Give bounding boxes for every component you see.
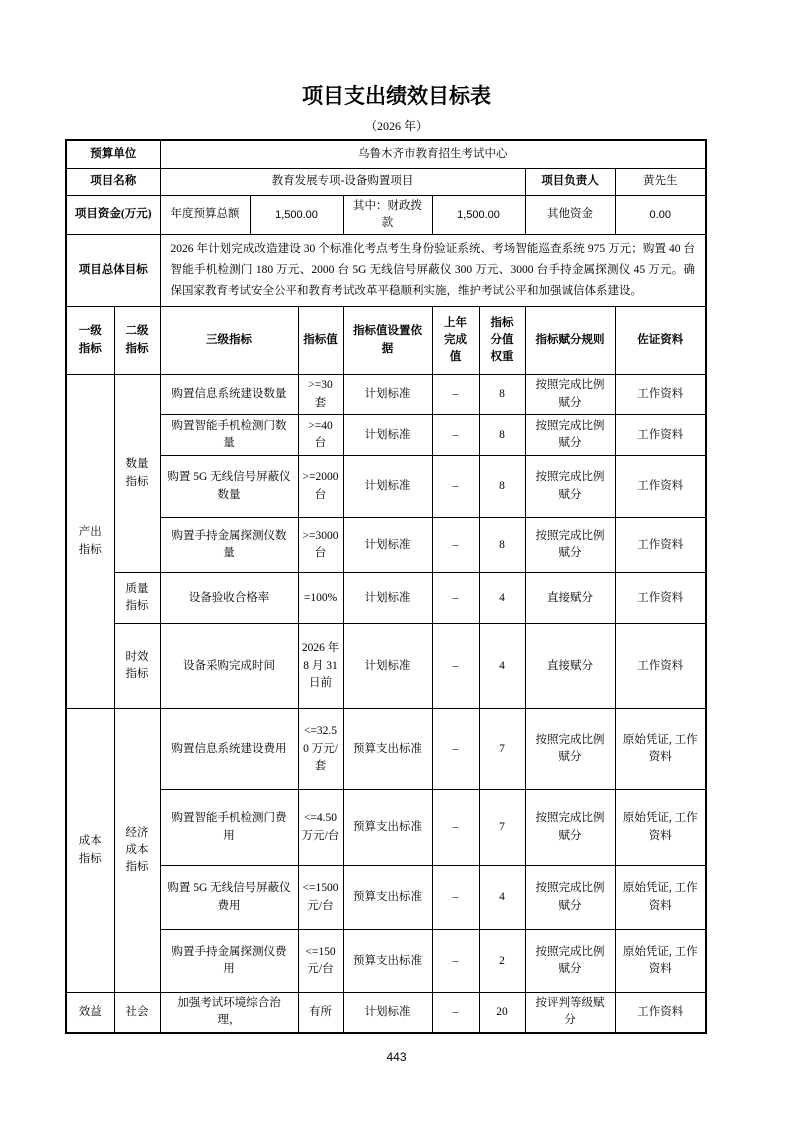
- group-benefit-indicator: 效益: [66, 993, 114, 1033]
- other-funds-value: 0.00: [615, 195, 706, 235]
- indicator-rule-cell: 按照完成比例赋分: [525, 415, 615, 456]
- indicator-weight-cell: 8: [479, 518, 525, 573]
- indicator-weight-cell: 7: [479, 790, 525, 866]
- indicator-rule-cell: 按照完成比例赋分: [525, 790, 615, 866]
- indicator-evidence-cell: 工作资料: [615, 573, 706, 624]
- indicator-prev-cell: –: [432, 930, 479, 993]
- budget-unit-value: 乌鲁木齐市教育招生考试中心: [160, 140, 706, 168]
- indicator-name-cell: 购置智能手机检测门数量: [160, 415, 298, 456]
- project-leader-value: 黄先生: [615, 168, 706, 195]
- indicator-row: [66, 573, 706, 624]
- document-year: （2026 年）: [364, 119, 428, 134]
- header-weight: 指标分值权重: [479, 307, 525, 375]
- indicator-row: [66, 709, 706, 790]
- indicator-value-cell: <=4.50 万元/台: [298, 790, 343, 866]
- indicator-evidence-cell: 原始凭证, 工作资料: [615, 866, 706, 930]
- indicator-row: [66, 518, 706, 573]
- header-basis: 指标值设置依据: [343, 307, 432, 375]
- indicator-name-cell: 购置 5G 无线信号屏蔽仪数量: [160, 456, 298, 518]
- indicator-value-cell: >=3000 台: [298, 518, 343, 573]
- overall-goal-text: 2026 年计划完成改造建设 30 个标准化考点考生身份验证系统、考场智能巡查系统 975 万元；购置 40 台智能手机检测门 180 万元、2000 台 5G 无线信号屏蔽仪 300 万元、3000 台手持金属探测仪 45 万元。确保国家教育考试安全公平和教育考试改革平稳顺利实施，维护考试公平和加强诚信体系建设。: [160, 235, 706, 307]
- overall-goal-label: 项目总体目标: [66, 235, 160, 307]
- project-name-row: [66, 168, 706, 195]
- indicator-evidence-cell: 工作资料: [615, 456, 706, 518]
- indicator-value-cell: <=32.50 万元/套: [298, 709, 343, 790]
- group-social-indicator: 社会: [114, 993, 160, 1033]
- indicator-rule-cell: 按照完成比例赋分: [525, 456, 615, 518]
- indicator-name-cell: 购置 5G 无线信号屏蔽仪费用: [160, 866, 298, 930]
- indicator-rule-cell: 按照完成比例赋分: [525, 866, 615, 930]
- indicator-name-cell: 购置手持金属探测仪费用: [160, 930, 298, 993]
- group-economic-cost-indicator: 经济成本指标: [114, 709, 160, 993]
- indicator-name-cell: 购置智能手机检测门费用: [160, 790, 298, 866]
- header-rule: 指标赋分规则: [525, 307, 615, 375]
- indicator-value-cell: >=30 套: [298, 375, 343, 415]
- indicator-prev-cell: –: [432, 518, 479, 573]
- indicator-name-cell: 购置信息系统建设费用: [160, 709, 298, 790]
- indicator-prev-cell: –: [432, 415, 479, 456]
- budget-unit-label: 预算单位: [66, 140, 160, 168]
- indicator-row: [66, 375, 706, 415]
- indicator-prev-cell: –: [432, 709, 479, 790]
- indicator-basis-cell: 预算支出标准: [343, 930, 432, 993]
- indicator-value-cell: >=2000 台: [298, 456, 343, 518]
- indicator-prev-cell: –: [432, 456, 479, 518]
- indicator-weight-cell: 4: [479, 624, 525, 709]
- indicator-weight-cell: 8: [479, 375, 525, 415]
- header-prev-year: 上年完成值: [432, 307, 479, 375]
- indicator-row: [66, 624, 706, 709]
- indicator-weight-cell: 4: [479, 573, 525, 624]
- indicator-row: [66, 415, 706, 456]
- indicator-prev-cell: –: [432, 993, 479, 1033]
- indicator-rule-cell: 直接赋分: [525, 573, 615, 624]
- indicator-row: [66, 866, 706, 930]
- indicator-basis-cell: 计划标准: [343, 573, 432, 624]
- indicator-name-cell: 加强考试环境综合治理，: [160, 993, 298, 1033]
- indicator-evidence-cell: 工作资料: [615, 624, 706, 709]
- indicator-weight-cell: 8: [479, 415, 525, 456]
- indicator-header-row: [66, 307, 706, 375]
- indicator-basis-cell: 计划标准: [343, 624, 432, 709]
- indicator-prev-cell: –: [432, 866, 479, 930]
- indicator-prev-cell: –: [432, 790, 479, 866]
- group-quantity-indicator: 数量指标: [114, 375, 160, 573]
- indicator-basis-cell: 计划标准: [343, 415, 432, 456]
- fiscal-allocation-value: 1,500.00: [432, 195, 525, 235]
- indicator-rule-cell: 按照完成比例赋分: [525, 709, 615, 790]
- group-timeliness-indicator: 时效指标: [114, 624, 160, 709]
- annual-budget-label: 年度预算总额: [160, 195, 250, 235]
- indicator-row: [66, 993, 706, 1033]
- group-cost-indicator: 成本指标: [66, 709, 114, 993]
- header-level3: 三级指标: [160, 307, 298, 375]
- indicator-evidence-cell: 工作资料: [615, 993, 706, 1033]
- project-leader-label: 项目负责人: [525, 168, 615, 195]
- project-name-value: 教育发展专项-设备购置项目: [160, 168, 525, 195]
- project-name-label: 项目名称: [66, 168, 160, 195]
- indicator-name-cell: 购置信息系统建设数量: [160, 375, 298, 415]
- budget-unit-row: [66, 140, 706, 168]
- indicator-value-cell: <=150 元/台: [298, 930, 343, 993]
- fiscal-allocation-label: 其中：财政拨款: [343, 195, 432, 235]
- group-output-indicator: 产出指标: [66, 375, 114, 709]
- performance-target-table: [65, 139, 707, 1034]
- indicator-rule-cell: 按照完成比例赋分: [525, 930, 615, 993]
- indicator-prev-cell: –: [432, 573, 479, 624]
- annual-budget-value: 1,500.00: [250, 195, 343, 235]
- project-fund-row: [66, 195, 706, 235]
- indicator-row: [66, 930, 706, 993]
- indicator-evidence-cell: 工作资料: [615, 415, 706, 456]
- indicator-weight-cell: 20: [479, 993, 525, 1033]
- indicator-basis-cell: 计划标准: [343, 518, 432, 573]
- indicator-rule-cell: 按评判等级赋分: [525, 993, 615, 1033]
- indicator-basis-cell: 预算支出标准: [343, 790, 432, 866]
- indicator-rule-cell: 按照完成比例赋分: [525, 518, 615, 573]
- indicator-name-cell: 购置手持金属探测仪数量: [160, 518, 298, 573]
- indicator-evidence-cell: 原始凭证, 工作资料: [615, 930, 706, 993]
- indicator-basis-cell: 计划标准: [343, 375, 432, 415]
- indicator-basis-cell: 计划标准: [343, 456, 432, 518]
- indicator-row: [66, 790, 706, 866]
- indicator-basis-cell: 计划标准: [343, 993, 432, 1033]
- indicator-rule-cell: 直接赋分: [525, 624, 615, 709]
- indicator-weight-cell: 2: [479, 930, 525, 993]
- indicator-value-cell: <=1500 元/台: [298, 866, 343, 930]
- indicator-prev-cell: –: [432, 375, 479, 415]
- group-quality-indicator: 质量指标: [114, 573, 160, 624]
- header-value: 指标值: [298, 307, 343, 375]
- indicator-weight-cell: 4: [479, 866, 525, 930]
- indicator-prev-cell: –: [432, 624, 479, 709]
- indicator-value-cell: 2026 年 8 月 31 日前: [298, 624, 343, 709]
- indicator-weight-cell: 8: [479, 456, 525, 518]
- indicator-basis-cell: 预算支出标准: [343, 866, 432, 930]
- header-level2: 二级指标: [114, 307, 160, 375]
- indicator-name-cell: 设备验收合格率: [160, 573, 298, 624]
- indicator-evidence-cell: 工作资料: [615, 518, 706, 573]
- indicator-rule-cell: 按照完成比例赋分: [525, 375, 615, 415]
- indicator-name-cell: 设备采购完成时间: [160, 624, 298, 709]
- project-fund-label: 项目资金(万元): [66, 195, 160, 235]
- overall-goal-row: [66, 235, 706, 307]
- document-title: 项目支出绩效目标表: [302, 84, 491, 108]
- indicator-weight-cell: 7: [479, 709, 525, 790]
- indicator-evidence-cell: 原始凭证, 工作资料: [615, 709, 706, 790]
- page-number: 443: [386, 1049, 407, 1064]
- indicator-value-cell: 有所: [298, 993, 343, 1033]
- indicator-evidence-cell: 工作资料: [615, 375, 706, 415]
- indicator-basis-cell: 预算支出标准: [343, 709, 432, 790]
- header-evidence: 佐证资料: [615, 307, 706, 375]
- indicator-value-cell: =100%: [298, 573, 343, 624]
- indicator-row: [66, 456, 706, 518]
- indicator-value-cell: >=40 台: [298, 415, 343, 456]
- indicator-evidence-cell: 原始凭证, 工作资料: [615, 790, 706, 866]
- other-funds-label: 其他资金: [525, 195, 615, 235]
- header-level1: 一级指标: [66, 307, 114, 375]
